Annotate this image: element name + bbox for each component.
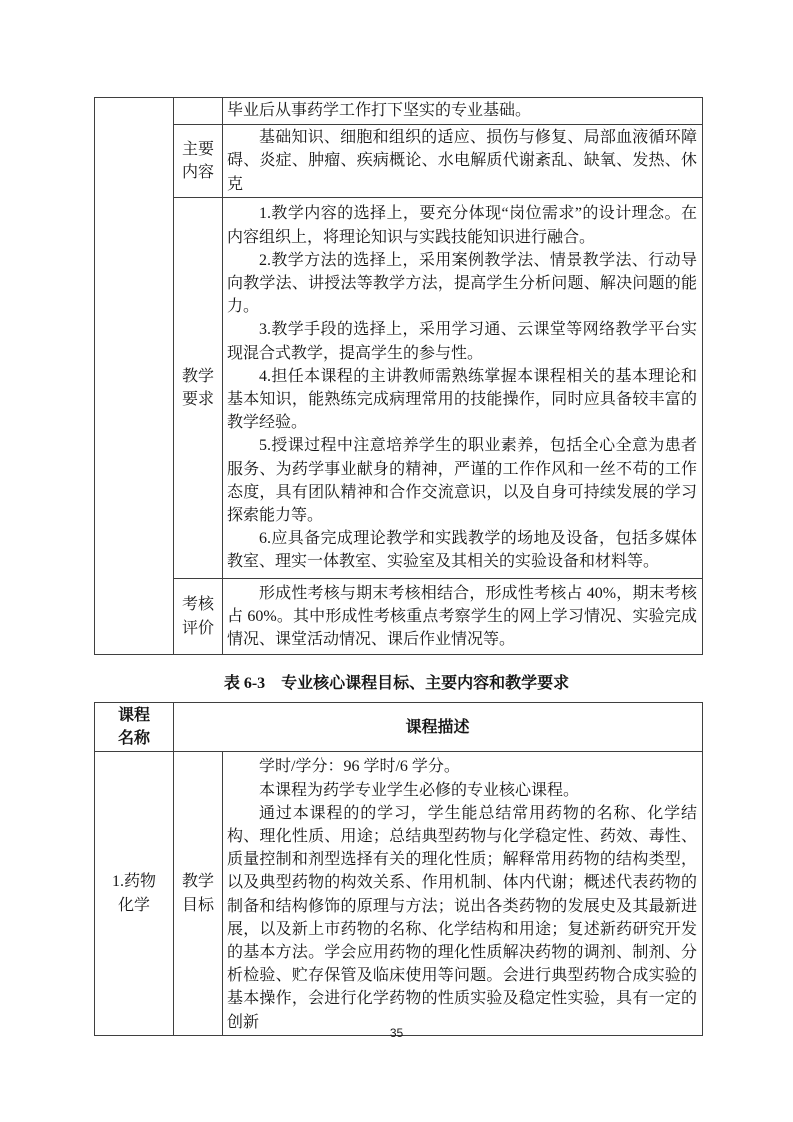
assessment-cell (223, 579, 703, 655)
row-label-cell (174, 752, 223, 1035)
row-label: 主要内容 (181, 140, 214, 181)
paragraph: 本课程为药学专业学生必修的专业核心课程。 (259, 781, 580, 799)
row-label: 教学目标 (181, 873, 214, 914)
course-name-cell (95, 752, 174, 1035)
row-label-cell (174, 198, 223, 579)
course-table-continuation (94, 97, 703, 655)
teaching-objectives-cell (223, 752, 703, 1035)
paragraph: 通过本课程的的学习，学生能总结常用药物的名称、化学结构、理化性质、用途；总结典型药物与化学稳定性、药效、毒性、质量控制和剂型选择有关的理化性质；解释常用药物的结构类型，以及典型药物的构效关系、作用机制、体内代谢；概述代表药物的制备和结构修饰的原理与方法；说出各类药物的发展史及其最新进展，以及新上市药物的名称、化学结构和用途；复述新药研究开发的基本方法。学会应用药物的理化性质解决药物的调剂、制剂、分析检验、贮存保管及临床使用等问题。会进行典型药物合成实验的基本操作，会进行化学药物的性质实验及稳定性实验，具有一定的创新 (227, 804, 698, 1031)
paragraph: 2.教学方法的选择上，采用案例教学法、情景教学法、行动导向教学法、讲授法等教学方法，提高学生分析问题、解决问题的能力。 (227, 251, 697, 316)
paragraph: 4.担任本课程的主讲教师需熟练掌握本课程相关的基本理论和基本知识，能熟练完成病理常用的技能操作，同时应具备较丰富的教学经验。 (227, 367, 697, 432)
table-row-intro (95, 98, 703, 125)
header-course-name: 课程名称 (117, 707, 150, 748)
table-row-teaching-requirements (95, 198, 703, 579)
paragraph: 5.授课过程中注意培养学生的职业素养，包括全心全意为患者服务、为药学事业献身的精神，严谨的工作作风和一丝不苟的工作态度，具有团队精神和合作交流意识，以及自身可持续发展的学习探索能力等。 (227, 437, 697, 525)
paragraph: 形成性考核与期末考核相结合，形成性考核占 40%，期末考核占 60%。其中形成性考核重点考察学生的网上学习情况、实验完成情况、课堂活动情况、课后作业情况等。 (227, 584, 697, 649)
paragraph: 基础知识、细胞和组织的适应、损伤与修复、局部血液循环障碍、炎症、肿瘤、疾病概论、水电解质代谢紊乱、缺氧、发热、休克 (227, 129, 697, 193)
table-row-assessment (95, 579, 703, 655)
row-label: 考核评价 (181, 596, 214, 637)
course-name-empty-cell (95, 98, 174, 655)
main-content-cell (223, 125, 703, 198)
table-row-main-content (95, 125, 703, 198)
row-label-cell (174, 579, 223, 655)
row-label: 教学要求 (181, 367, 214, 408)
header-row (95, 703, 703, 752)
paragraph: 3.教学手段的选择上，采用学习通、云课堂等网络教学平台实现混合式教学，提高学生的参与性。 (227, 321, 697, 362)
core-course-table (94, 702, 703, 1036)
course-name: 1.药物化学 (111, 873, 156, 914)
table-row-medicinal-chemistry (95, 752, 703, 1035)
paragraph: 毕业后从事药学工作打下坚实的专业基础。 (227, 102, 532, 120)
paragraph: 6.应具备完成理论教学和实践教学的场地及设备，包括多媒体教室、理实一体教室、实验室及其相关的实验设备和材料等。 (227, 530, 697, 571)
row-label-empty-cell (174, 98, 223, 125)
table-caption: 表 6-3 专业核心课程目标、主要内容和教学要求 (223, 675, 570, 692)
page-number: 35 (389, 1026, 404, 1040)
paragraph: 1.教学内容的选择上，要充分体现“岗位需求”的设计理念。在内容组织上，将理论知识与实践技能知识进行融合。 (227, 205, 697, 246)
row-label-cell (174, 125, 223, 198)
header-course-description-cell: 课程描述 (174, 703, 703, 752)
paragraph: 学时/学分：96 学时/6 学分。 (259, 758, 460, 776)
intro-content-cell (223, 98, 703, 125)
header-course-name-cell (95, 703, 174, 752)
teaching-requirements-cell (223, 198, 703, 579)
